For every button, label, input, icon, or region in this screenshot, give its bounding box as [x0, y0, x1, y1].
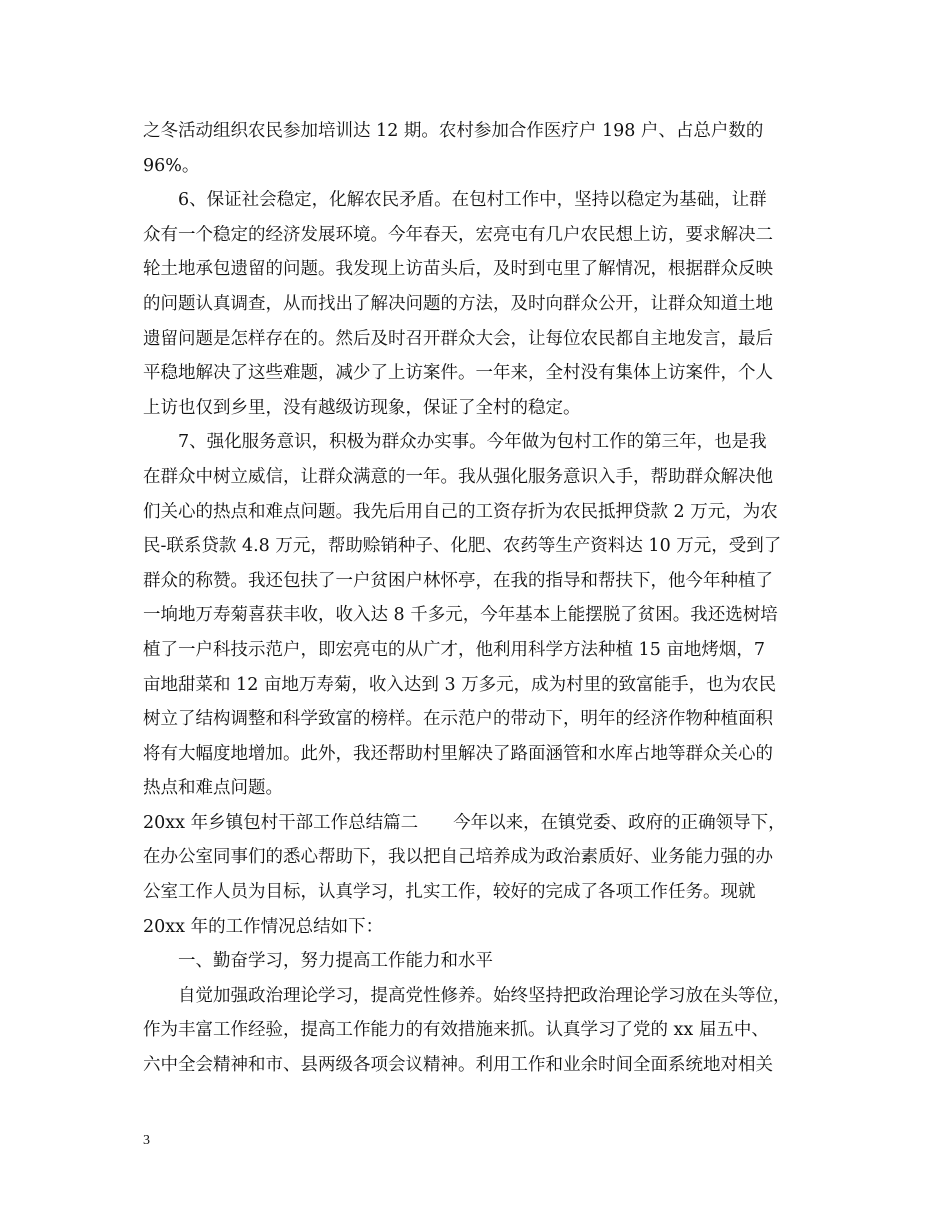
text-line: 公室工作人员为目标，认真学习，扎实工作，较好的完成了各项工作任务。现就 — [143, 882, 756, 903]
text-line: 亩地甜菜和 12 亩地万寿菊，收入达到 3 万多元，成为村里的致富能手，也为农民 — [143, 674, 777, 695]
text-line: 群众的称赞。我还包扶了一户贫困户林怀亭，在我的指导和帮扶下，他今年种植了 — [143, 570, 773, 591]
text-line: 之冬活动组织农民参加培训达 12 期。农村参加合作医疗户 198 户、占总户数的 — [143, 121, 764, 141]
text-line: 轮土地承包遗留的问题。我发现上访苗头后，及时到屯里了解情况，根据群众反映 — [143, 259, 773, 280]
text-line: 自觉加强政治理论学习，提高党性修养。始终坚持把政治理论学习放在头等位， — [178, 985, 791, 1006]
text-line: 20xx 年乡镇包村干部工作总结篇二 今年以来，在镇党委、政府的正确领导下， — [143, 812, 786, 833]
page-number: 3 — [143, 1133, 150, 1148]
text-line: 在办公室同事们的悉心帮助下，我以把自己培养成为政治素质好、业务能力强的办 — [143, 847, 773, 868]
text-line: 6、保证社会稳定，化解农民矛盾。在包村工作中，坚持以稳定为基础，让群 — [178, 190, 767, 211]
text-line: 遗留问题是怎样存在的。然后及时召开群众大会，让每位农民都自主地发言，最后 — [143, 328, 773, 349]
document-body — [143, 114, 823, 1083]
text-line: 众有一个稳定的经济发展环境。今年春天，宏亮屯有几户农民想上访，要求解决二 — [143, 224, 773, 245]
text-line: 平稳地解决了这些难题，减少了上访案件。一年来，全村没有集体上访案件，个人 — [143, 363, 773, 384]
text-line: 在群众中树立威信，让群众满意的一年。我从强化服务意识入手，帮助群众解决他 — [143, 466, 773, 487]
text-line: 植了一户科技示范户，即宏亮屯的从广才，他利用科学方法种植 15 亩地烤烟，7 — [143, 639, 766, 660]
text-line: 的问题认真调查，从而找出了解决问题的方法，及时向群众公开，让群众知道土地 — [143, 293, 773, 314]
text-line: 六中全会精神和市、县两级各项会议精神。利用工作和业余时间全面系统地对相关 — [143, 1055, 773, 1076]
text-line: 7、强化服务意识，积极为群众办实事。今年做为包村工作的第三年，也是我 — [178, 432, 767, 453]
text-line: 们关心的热点和难点问题。我先后用自己的工资存折为农民抵押贷款 2 万元，为农 — [143, 501, 778, 522]
text-line: 一垧地万寿菊喜获丰收，收入达 8 千多元，今年基本上能摆脱了贫困。我还选树培 — [143, 605, 778, 626]
text-line: 96%。 — [143, 155, 200, 176]
text-line: 树立了结构调整和科学致富的榜样。在示范户的带动下，明年的经济作物种植面积 — [143, 709, 773, 730]
text-line: 20xx 年的工作情况总结如下： — [143, 916, 384, 937]
text-line: 将有大幅度地增加。此外，我还帮助村里解决了路面涵管和水库占地等群众关心的 — [143, 743, 773, 764]
text-line: 热点和难点问题。 — [143, 778, 283, 799]
text-line: 上访也仅到乡里，没有越级访现象，保证了全村的稳定。 — [143, 397, 581, 418]
text-line: 作为丰富工作经验，提高工作能力的有效措施来抓。认真学习了党的 xx 届五中、 — [143, 1020, 769, 1041]
text-line: 一、勤奋学习，努力提高工作能力和水平 — [178, 951, 493, 972]
text-line: 民-联系贷款 4.8 万元，帮助赊销种子、化肥、农药等生产资料达 10 万元，受到了 — [143, 536, 782, 557]
